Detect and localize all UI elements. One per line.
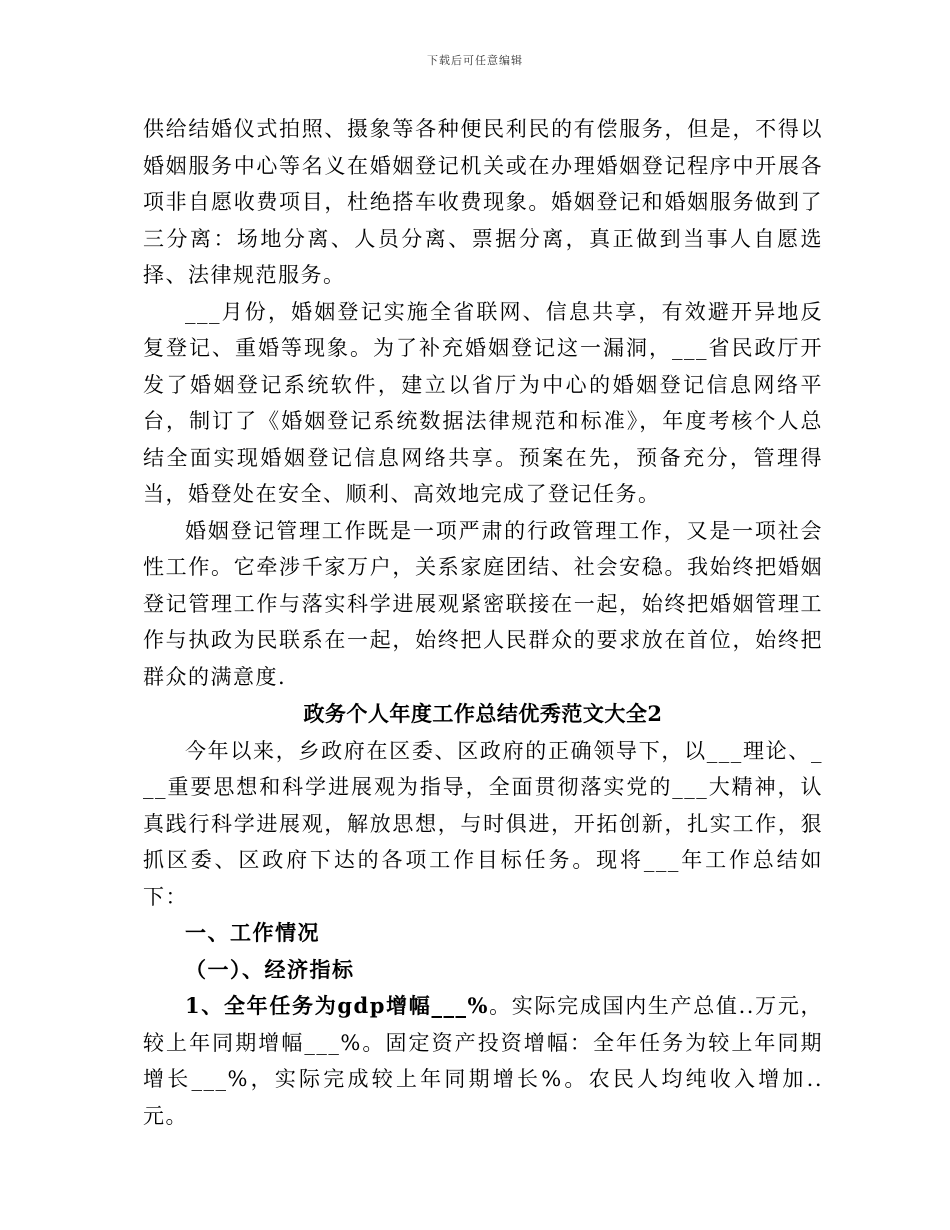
paragraph-3: 婚姻登记管理工作既是一项严肃的行政管理工作，又是一项社会性工作。它牵涉千家万户，关系家庭团结、社会安稳。我始终把婚姻登记管理工作与落实科学进展观紧密联接在一起，始终把婚姻管理工作与执政为民联系在一起，始终把人民群众的要求放在首位，始终把群众的满意度. (143, 518, 823, 689)
section-title: 政务个人年度工作总结优秀范文大全2 (303, 701, 663, 726)
document-body (143, 111, 823, 1134)
paragraph-5-lead: 1、全年任务为gdp增幅___% (185, 993, 489, 1018)
paragraph-4: 今年以来，乡政府在区委、区政府的正确领导下，以___理论、___重要思想和科学进展观为指导，全面贯彻落实党的___大精神，认真践行科学进展观，解放思想，与时俱进，开拓创新，扎实工作，狠抓区委、区政府下达的各项工作目标任务。现将___年工作总结如下： (143, 738, 823, 909)
page-header-note: 下载后可任意编辑 (427, 54, 523, 67)
paragraph-1: 供给结婚仪式拍照、摄象等各种便民利民的有偿服务，但是，不得以婚姻服务中心等名义在婚姻登记机关或在办理婚姻登记程序中开展各项非自愿收费项目，杜绝搭车收费现象。婚姻登记和婚姻服务做到了三分离：场地分离、人员分离、票据分离，真正做到当事人自愿选择、法律规范服务。 (143, 117, 823, 287)
paragraph-2: ___月份，婚姻登记实施全省联网、信息共享，有效避开异地反复登记、重婚等现象。为了补充婚姻登记这一漏洞，___省民政厅开发了婚姻登记系统软件，建立以省厅为中心的婚姻登记信息网络平台，制订了《婚姻登记系统数据法律规范和标准》，年度考核个人总结全面实现婚姻登记信息网络共享。预案在先，预备充分，管理得当，婚登处在安全、顺利、高效地完成了登记任务。 (143, 299, 823, 506)
paragraph-5-rest: 。实际完成国内生产总值..万元，较上年同期增幅___%。固定资产投资增幅：全年任务为较上年同期增长___%，实际完成较上年同期增长%。农民人均纯收入增加..元。 (143, 994, 823, 1128)
paragraph-5 (143, 988, 823, 1134)
heading-work-status: 一、工作情况 (185, 920, 320, 945)
heading-economic-indicators: （一）、经济指标 (185, 956, 355, 982)
